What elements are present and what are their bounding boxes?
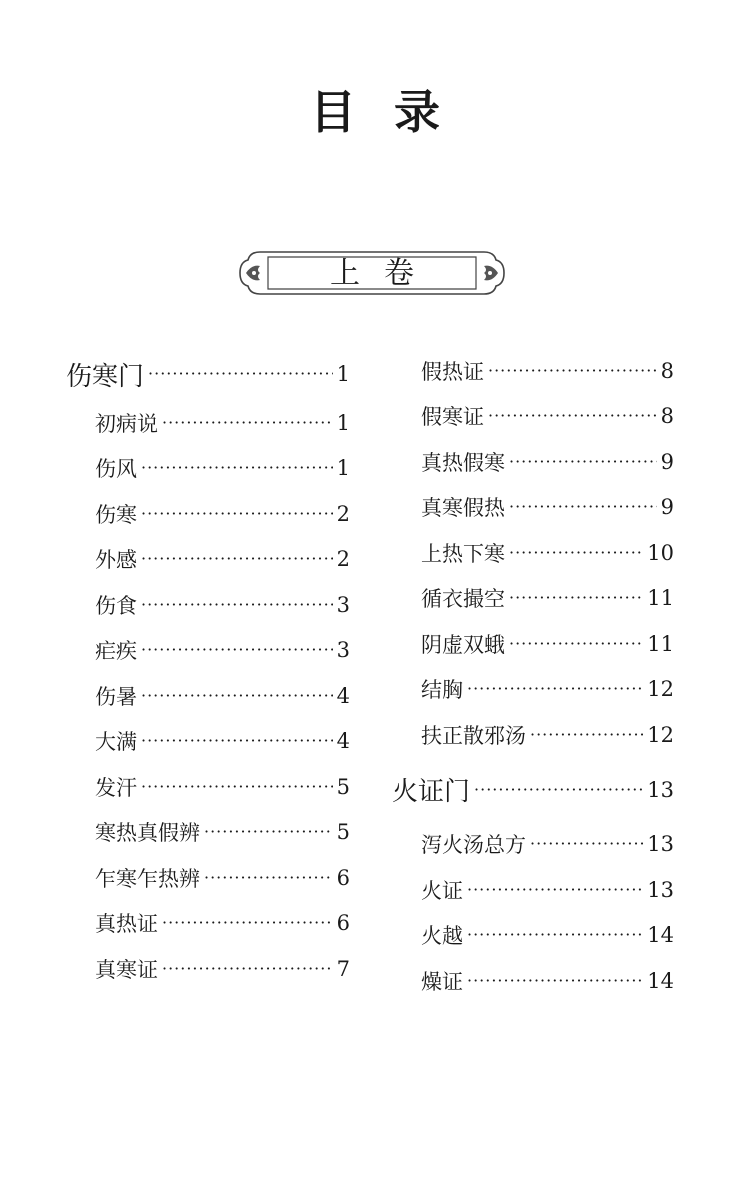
toc-entry-page: 4 <box>336 729 350 754</box>
toc-entry-label: 假寒证 <box>421 405 484 430</box>
toc-entry-label: 阴虚双蛾 <box>421 632 505 657</box>
toc-entry[interactable] <box>66 400 350 446</box>
toc-entry-label: 真寒假热 <box>421 496 505 521</box>
leader-dots <box>141 731 333 751</box>
toc-entry-page: 8 <box>660 358 674 383</box>
toc-entry-page: 14 <box>647 968 674 993</box>
toc-entry-page: 2 <box>336 501 350 526</box>
toc-entry-label: 扶正散邪汤 <box>421 723 526 748</box>
toc-entry-label: 大满 <box>95 730 137 755</box>
leader-dots <box>488 406 657 426</box>
toc-entry[interactable] <box>392 667 674 713</box>
toc-entry-label: 初病说 <box>95 411 158 436</box>
toc-entry[interactable] <box>66 673 350 719</box>
toc-entry-label: 火越 <box>421 924 463 949</box>
toc-entry-label: 伤寒门 <box>66 361 145 392</box>
leader-dots <box>488 361 657 381</box>
toc-entry-label: 燥证 <box>421 969 463 994</box>
toc-entry-page: 6 <box>336 865 350 890</box>
toc-entry-page: 1 <box>336 456 350 481</box>
toc-entry[interactable] <box>392 867 674 913</box>
toc-entry-label: 疟疾 <box>95 639 137 664</box>
toc-left-column <box>66 348 350 992</box>
volume-label: 上卷 <box>330 256 438 291</box>
toc-entry-label: 真热假寒 <box>421 450 505 475</box>
toc-entry-label: 火证门 <box>392 777 471 807</box>
leader-dots <box>141 458 333 478</box>
toc-entry-label: 火证 <box>421 878 463 903</box>
toc-entry-page: 7 <box>336 956 350 981</box>
leader-dots <box>141 777 333 797</box>
leader-dots <box>474 780 643 800</box>
leader-dots <box>509 497 657 517</box>
toc-entry-page: 4 <box>336 683 350 708</box>
toc-entry-label: 发汗 <box>95 775 137 800</box>
leader-dots <box>204 868 333 888</box>
toc-entry-label: 上热下寒 <box>421 541 505 566</box>
leader-dots <box>148 364 333 384</box>
leader-dots <box>141 686 333 706</box>
toc-entry[interactable] <box>392 530 674 576</box>
volume-banner <box>238 248 506 298</box>
toc-entry-label: 循衣撮空 <box>421 587 505 612</box>
toc-entry[interactable] <box>392 913 674 959</box>
toc-entry-page: 13 <box>647 832 674 857</box>
toc-entry-page: 1 <box>336 362 350 386</box>
toc-entry-page: 1 <box>336 410 350 435</box>
toc-entry-label: 假热证 <box>421 359 484 384</box>
toc-entry-label: 乍寒乍热辨 <box>95 866 200 891</box>
toc-entry[interactable] <box>66 810 350 856</box>
toc-entry[interactable] <box>392 394 674 440</box>
toc-right-column <box>392 348 674 1004</box>
toc-entry[interactable] <box>66 719 350 765</box>
leader-dots <box>162 913 333 933</box>
toc-entry[interactable] <box>392 712 674 758</box>
toc-entry-page: 9 <box>660 449 674 474</box>
toc-entry-label: 结胸 <box>421 678 463 703</box>
toc-entry-page: 13 <box>647 777 674 802</box>
toc-entry-page: 9 <box>660 495 674 520</box>
toc-entry[interactable] <box>392 621 674 667</box>
toc-entry-label: 伤风 <box>95 457 137 482</box>
toc-entry[interactable] <box>392 348 674 394</box>
toc-entry-label: 泻火汤总方 <box>421 833 526 858</box>
leader-dots <box>467 880 643 900</box>
leader-dots <box>141 549 333 569</box>
toc-entry-page: 13 <box>647 877 674 902</box>
leader-dots <box>162 413 333 433</box>
toc-entry[interactable] <box>66 348 350 400</box>
leader-dots <box>509 634 643 654</box>
toc-entry[interactable] <box>66 628 350 674</box>
toc-entry[interactable] <box>392 958 674 1004</box>
leader-dots <box>467 971 643 991</box>
toc-entry-page: 12 <box>647 677 674 702</box>
toc-entry[interactable] <box>392 485 674 531</box>
toc-entry[interactable] <box>392 822 674 868</box>
leader-dots <box>141 640 333 660</box>
toc-entry[interactable] <box>66 855 350 901</box>
toc-entry[interactable] <box>392 439 674 485</box>
toc-entry-label: 伤食 <box>95 593 137 618</box>
toc-entry-page: 5 <box>336 820 350 845</box>
toc-entry[interactable] <box>66 537 350 583</box>
toc-entry[interactable] <box>66 901 350 947</box>
toc-entry-page: 14 <box>647 923 674 948</box>
toc-entry[interactable] <box>392 576 674 622</box>
toc-entry-label: 真寒证 <box>95 957 158 982</box>
leader-dots <box>467 679 643 699</box>
toc-entry-page: 8 <box>660 404 674 429</box>
toc-entry[interactable] <box>66 446 350 492</box>
toc-entry[interactable] <box>392 764 674 816</box>
toc-entry-label: 外感 <box>95 548 137 573</box>
toc-entry-label: 寒热真假辨 <box>95 821 200 846</box>
toc-entry[interactable] <box>66 764 350 810</box>
toc-entry-page: 6 <box>336 911 350 936</box>
leader-dots <box>509 543 643 563</box>
leader-dots <box>509 588 643 608</box>
toc-entry-page: 11 <box>647 586 674 611</box>
leader-dots <box>162 959 333 979</box>
toc-entry[interactable] <box>66 491 350 537</box>
toc-entry[interactable] <box>66 946 350 992</box>
toc-entry-page: 10 <box>647 540 674 565</box>
toc-entry-page: 2 <box>336 547 350 572</box>
toc-entry-label: 伤暑 <box>95 684 137 709</box>
toc-entry-label: 伤寒 <box>95 502 137 527</box>
leader-dots <box>467 925 643 945</box>
leader-dots <box>530 834 643 854</box>
page-title: 目录 <box>310 85 478 139</box>
toc-entry-page: 12 <box>647 722 674 747</box>
leader-dots <box>530 725 643 745</box>
leader-dots <box>141 595 333 615</box>
toc-entry-label: 真热证 <box>95 912 158 937</box>
toc-entry-page: 11 <box>647 631 674 656</box>
toc-entry-page: 3 <box>336 638 350 663</box>
toc-entry[interactable] <box>66 582 350 628</box>
leader-dots <box>509 452 657 472</box>
leader-dots <box>204 822 333 842</box>
toc-entry-page: 3 <box>336 592 350 617</box>
leader-dots <box>141 504 333 524</box>
toc-entry-page: 5 <box>336 774 350 799</box>
